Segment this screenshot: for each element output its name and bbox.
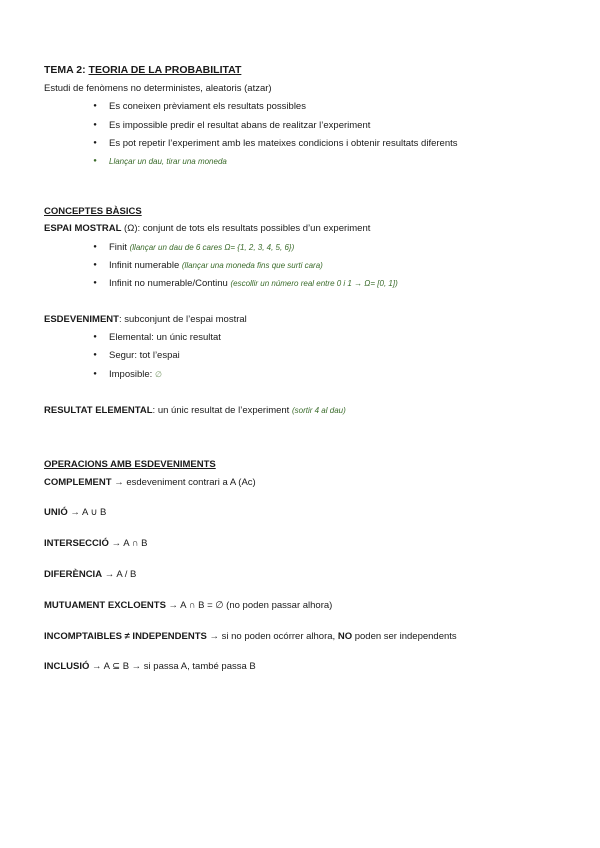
definition: (Ω): conjunt de tots els resultats possibles d’un experiment [121, 223, 371, 234]
example-item: Llançar un dau, tirar una moneda [109, 157, 227, 166]
term: RESULTAT ELEMENTAL [44, 405, 153, 416]
section-heading-basics: CONCEPTES BÀSICS [44, 206, 142, 217]
page-title [44, 64, 241, 76]
operation-line [44, 661, 256, 673]
list-item: Es pot repetir l’experiment amb les mateixes condicions i obtenir resultats diferents [109, 138, 458, 149]
bullet-icon [90, 120, 100, 131]
item-text: Finit [109, 242, 130, 253]
definition: → esdeveniment contrari a A (Ac) [111, 477, 256, 488]
operation-line [44, 538, 147, 550]
operation-line [44, 569, 136, 581]
term: ESDEVENIMENT [44, 314, 119, 325]
definition: → A ∪ B [67, 507, 107, 518]
resultat-elemental-definition [44, 405, 346, 417]
definition: : un únic resultat de l’experiment [152, 405, 292, 416]
section-heading-operations: OPERACIONS AMB ESDEVENIMENTS [44, 459, 216, 470]
definition: → A ∩ B = ∅ (no poden passar alhora) [165, 600, 333, 611]
operation-line [44, 631, 457, 643]
list-item [109, 242, 294, 254]
definition: → A ⊆ B → si passa A, també passa B [89, 661, 256, 672]
empty-set-symbol: ∅ [154, 370, 162, 379]
term: INCOMPTAIBLES ≠ INDEPENDENTS [44, 631, 207, 642]
espai-mostral-definition [44, 223, 370, 235]
bullet-icon [90, 138, 100, 149]
list-item [109, 260, 323, 272]
title-prefix: TEMA 2: [44, 64, 89, 76]
operation-line [44, 477, 256, 489]
title-main: TEORIA DE LA PROBABILITAT [88, 64, 242, 76]
item-example: (llançar un dau de 6 cares Ω= {1, 2, 3, 4, 5, 6}) [129, 243, 295, 252]
emphasis: NO [337, 631, 353, 642]
definition-end: poden ser independents [352, 631, 457, 642]
list-item [109, 369, 162, 381]
bullet-icon [90, 260, 100, 271]
item-text: Infinit no numerable/Continu [109, 278, 231, 289]
list-item: Elemental: un únic resultat [109, 332, 221, 343]
list-item: Es coneixen prèviament els resultats possibles [109, 101, 306, 112]
list-item: Segur: tot l’espai [109, 350, 180, 361]
term: COMPLEMENT [44, 477, 112, 488]
esdeveniment-definition [44, 314, 247, 326]
definition: → A / B [102, 569, 137, 580]
item-text: Imposible: [109, 369, 155, 380]
term: UNIÓ [44, 507, 68, 518]
list-item: Es impossible predir el resultat abans de realitzar l’experiment [109, 120, 371, 131]
item-example: (llançar una moneda fins que surti cara) [181, 261, 323, 270]
item-text: Infinit numerable [109, 260, 182, 271]
term: ESPAI MOSTRAL [44, 223, 122, 234]
bullet-icon [90, 332, 100, 343]
operation-line [44, 507, 106, 519]
term: INTERSECCIÓ [44, 538, 109, 549]
bullet-icon [90, 101, 100, 112]
bullet-icon [90, 350, 100, 361]
term: INCLUSIÓ [44, 661, 90, 672]
bullet-icon [90, 242, 100, 253]
bullet-icon [90, 278, 100, 289]
intro-text: Estudi de fenòmens no deterministes, aleatoris (atzar) [44, 83, 272, 94]
bullet-icon [90, 156, 100, 167]
example: (sortir 4 al dau) [291, 406, 346, 415]
definition: → A ∩ B [108, 538, 148, 549]
term: MUTUAMENT EXCLOENTS [44, 600, 166, 611]
definition: : subconjunt de l’espai mostral [118, 314, 247, 325]
operation-line [44, 600, 332, 612]
bullet-icon [90, 369, 100, 380]
term: DIFERÈNCIA [44, 569, 103, 580]
definition: → si no poden ocórrer alhora, [206, 631, 338, 642]
item-example: (escollir un número real entre 0 i 1 → Ω= [0, 1]) [230, 279, 398, 288]
list-item [109, 278, 398, 290]
